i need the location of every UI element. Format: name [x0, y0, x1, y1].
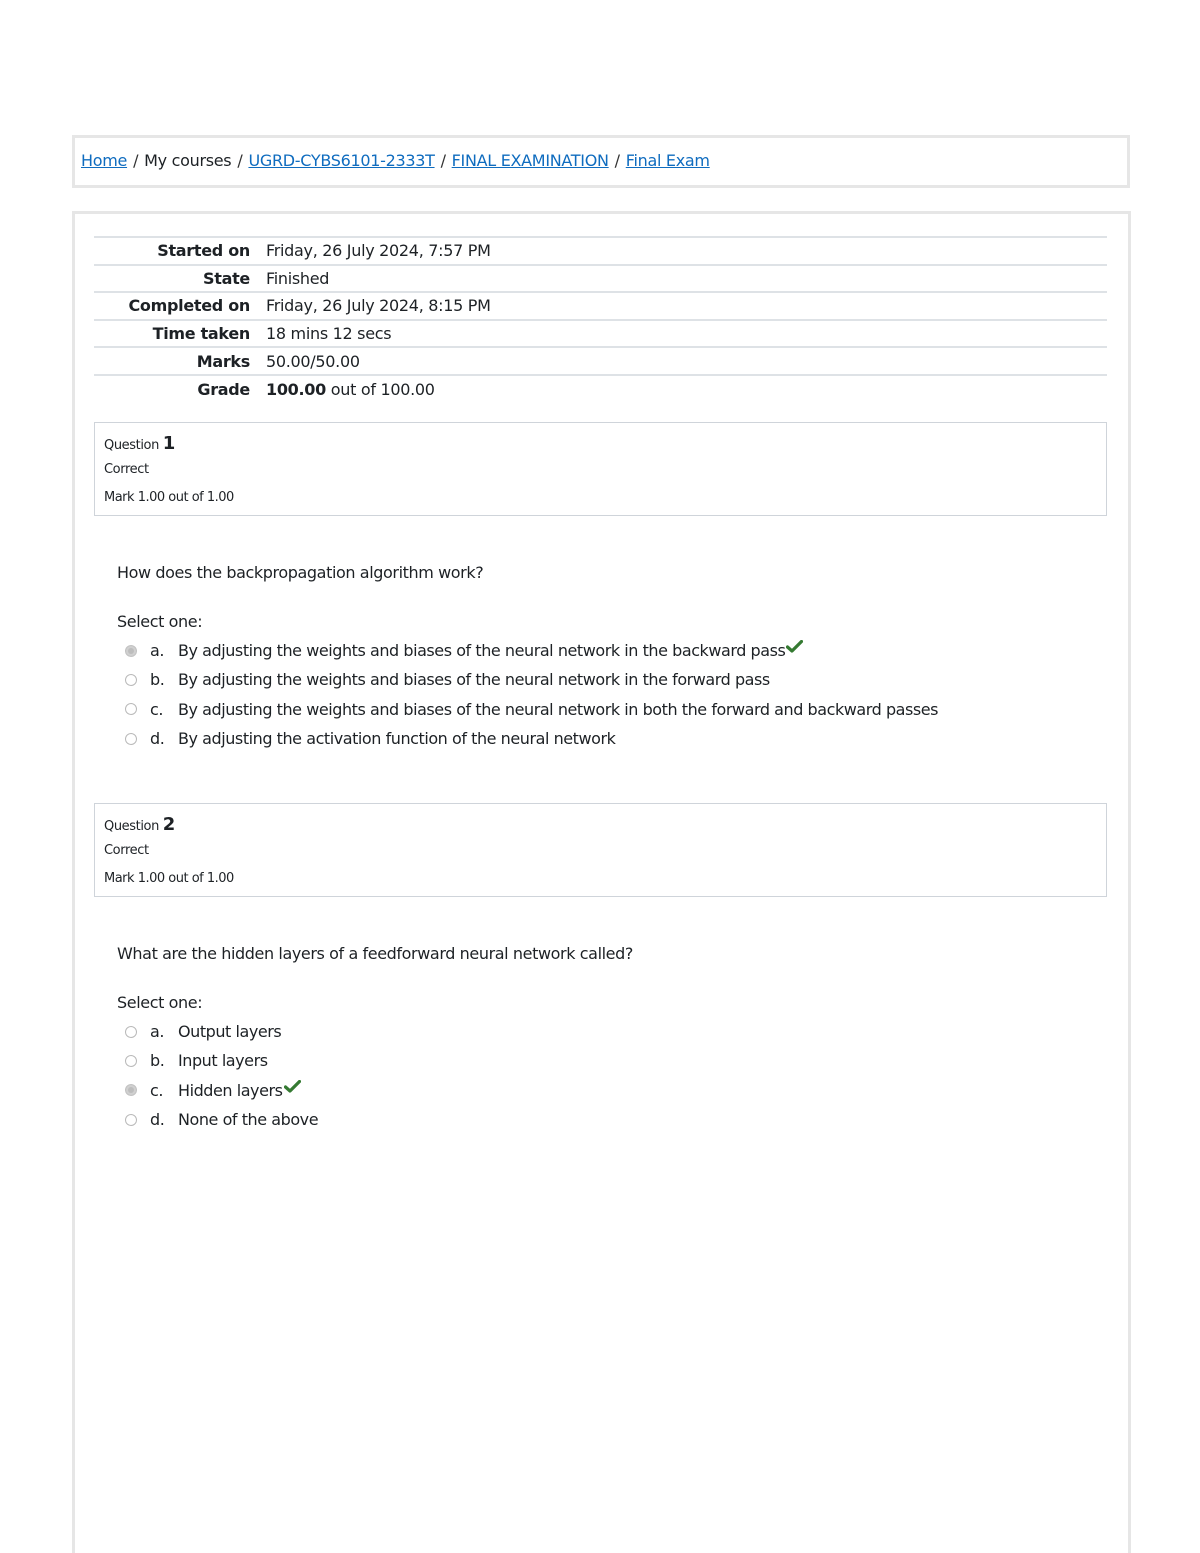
check-icon [284, 1078, 301, 1097]
answer-text: None of the above [178, 1110, 319, 1130]
summary-value: Friday, 26 July 2024, 7:57 PM [266, 241, 491, 261]
answer-option[interactable] [125, 1105, 318, 1134]
breadcrumb-separator: / [237, 151, 243, 170]
attempt-summary-table [94, 236, 1107, 404]
answer-list [125, 1017, 318, 1134]
radio-button[interactable] [125, 645, 137, 657]
check-icon [786, 638, 803, 657]
radio-button[interactable] [125, 1026, 137, 1038]
summary-value: Friday, 26 July 2024, 8:15 PM [266, 296, 491, 316]
breadcrumb-course-link[interactable]: UGRD-CYBS6101-2333T [248, 151, 435, 170]
question-label: Question [104, 438, 159, 453]
summary-row-started [94, 236, 1107, 264]
radio-button[interactable] [125, 733, 137, 745]
radio-button[interactable] [125, 1114, 137, 1126]
select-prompt: Select one: [117, 612, 203, 631]
answer-text: By adjusting the weights and biases of the neural network in the backward pass [178, 641, 786, 661]
select-prompt: Select one: [117, 993, 203, 1012]
answer-letter: d. [150, 1110, 165, 1130]
question-state: Correct [104, 462, 149, 477]
breadcrumb-separator: / [614, 151, 620, 170]
question-number [104, 433, 175, 454]
breadcrumb-separator: / [440, 151, 446, 170]
grade-suffix: out of 100.00 [330, 380, 435, 400]
answer-option[interactable] [125, 695, 938, 724]
answer-option[interactable] [125, 636, 938, 665]
question-number [104, 814, 175, 835]
question-number-value: 1 [162, 433, 175, 454]
breadcrumb [81, 151, 710, 170]
radio-button[interactable] [125, 1084, 137, 1096]
question-text: How does the backpropagation algorithm work? [117, 563, 484, 582]
answer-option[interactable] [125, 1046, 318, 1075]
answer-option[interactable] [125, 1017, 318, 1046]
radio-button[interactable] [125, 674, 137, 686]
question-text: What are the hidden layers of a feedforward neural network called? [117, 944, 633, 963]
answer-text: By adjusting the weights and biases of the neural network in the forward pass [178, 670, 770, 690]
answer-list [125, 636, 938, 753]
question-state: Correct [104, 843, 149, 858]
answer-text: By adjusting the weights and biases of the neural network in both the forward and backward passes [178, 699, 939, 719]
question-info-box [94, 803, 1107, 897]
breadcrumb-container [72, 135, 1130, 188]
radio-button[interactable] [125, 703, 137, 715]
answer-letter: d. [150, 729, 165, 749]
radio-button[interactable] [125, 1055, 137, 1067]
summary-label: Marks [196, 351, 250, 371]
breadcrumb-quiz-link[interactable]: Final Exam [625, 151, 710, 170]
answer-text: Input layers [178, 1051, 268, 1071]
answer-text: Output layers [178, 1022, 282, 1042]
answer-letter: a. [150, 641, 164, 661]
question-grade: Mark 1.00 out of 1.00 [104, 871, 234, 886]
question-number-value: 2 [162, 814, 175, 835]
summary-row-state [94, 264, 1107, 292]
breadcrumb-separator: / [133, 151, 139, 170]
question-label: Question [104, 819, 159, 834]
summary-row-grade [94, 374, 1107, 404]
summary-value: 50.00/50.00 [266, 351, 360, 371]
breadcrumb-my-courses: My courses [144, 151, 232, 170]
answer-letter: b. [150, 670, 165, 690]
summary-label: Time taken [152, 324, 250, 344]
breadcrumb-section-link[interactable]: FINAL EXAMINATION [451, 151, 609, 170]
answer-letter: b. [150, 1051, 165, 1071]
answer-text: By adjusting the activation function of the neural network [178, 729, 616, 749]
question-grade: Mark 1.00 out of 1.00 [104, 490, 234, 505]
grade-value: 100.00 [266, 380, 326, 400]
summary-label: State [203, 268, 250, 288]
summary-row-time-taken [94, 319, 1107, 347]
answer-text: Hidden layers [178, 1080, 283, 1100]
summary-value: 18 mins 12 secs [266, 324, 392, 344]
summary-value [266, 380, 435, 399]
answer-letter: c. [150, 699, 163, 719]
answer-letter: a. [150, 1022, 164, 1042]
summary-label: Grade [197, 380, 250, 400]
summary-value: Finished [266, 268, 330, 288]
breadcrumb-home-link[interactable]: Home [81, 151, 128, 170]
answer-option[interactable] [125, 665, 938, 694]
summary-row-marks [94, 346, 1107, 374]
summary-label: Started on [157, 241, 250, 261]
summary-row-completed [94, 291, 1107, 319]
answer-option[interactable] [125, 1076, 318, 1105]
answer-letter: c. [150, 1080, 163, 1100]
summary-label: Completed on [128, 296, 250, 316]
answer-option[interactable] [125, 724, 938, 753]
question-info-box [94, 422, 1107, 516]
